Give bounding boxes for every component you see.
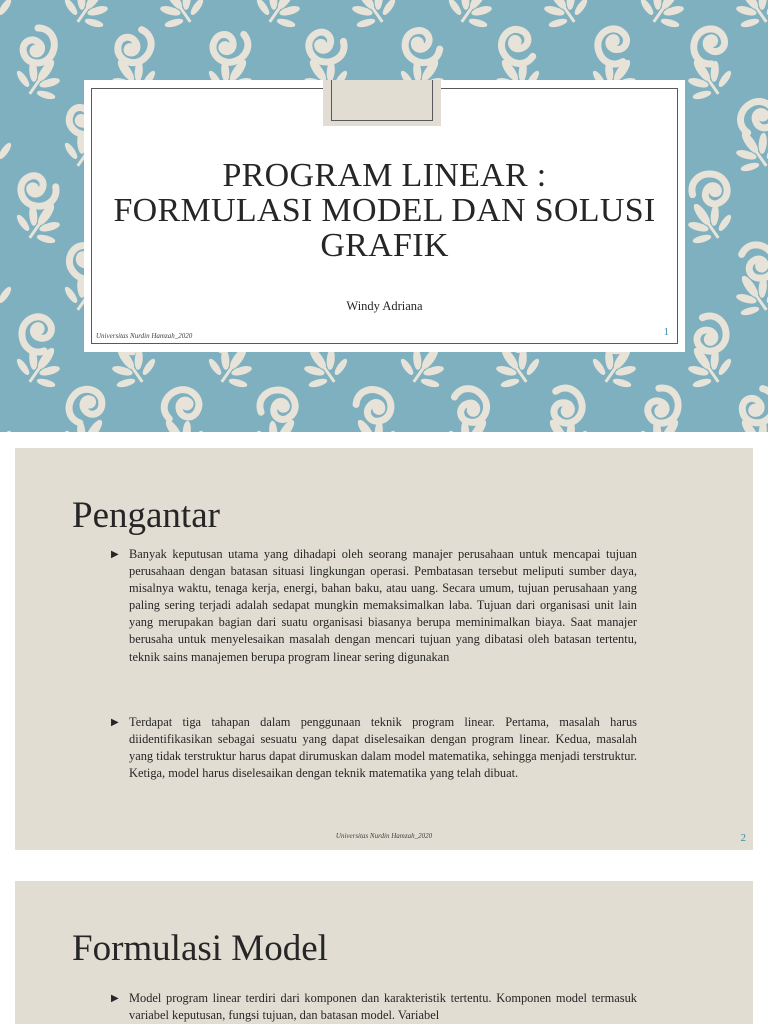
leaf-motif <box>635 0 696 35</box>
content-slide-formulasi-model <box>15 881 753 1024</box>
bullet-text: Model program linear terdiri dari komponen dan karakteristik tertentu. Komponen model termasuk variabel keputusan, fungsi tujuan, dan batasan model. Variabel <box>129 991 637 1023</box>
paisley-motif <box>447 383 493 428</box>
paisley-motif <box>692 28 726 66</box>
bullet-arrow-icon: ▶ <box>111 717 119 728</box>
leaf-motif <box>443 0 504 35</box>
content-slide-pengantar <box>15 448 753 850</box>
title-line-3: GRAFIK <box>320 227 449 264</box>
title-card-tab <box>323 80 441 126</box>
leaf-motif <box>340 0 401 35</box>
paisley-motif <box>495 24 542 70</box>
bullet-paragraph <box>111 990 637 1024</box>
slide-title: Pengantar <box>72 495 220 536</box>
leaf-motif <box>0 0 17 35</box>
leaf-motif <box>0 263 17 323</box>
paisley-motif <box>23 28 54 63</box>
paisley-motif <box>158 382 205 429</box>
leaf-motif <box>0 119 17 179</box>
leaf-motif <box>11 191 72 251</box>
paisley-motif <box>256 385 300 426</box>
presentation-title <box>104 158 665 263</box>
title-card <box>84 80 685 352</box>
leaf-motif <box>724 0 768 35</box>
leaf-motif <box>11 335 72 395</box>
paisley-motif <box>644 385 681 425</box>
slide-number: 1 <box>663 326 669 338</box>
slide-footer: Universitas Nurdin Hamzah_2020 <box>335 832 433 840</box>
paisley-motif <box>402 28 442 65</box>
slide-number: 2 <box>740 832 746 844</box>
paisley-motif <box>735 240 768 283</box>
bullet-arrow-icon: ▶ <box>111 549 119 560</box>
paisley-motif <box>688 170 730 209</box>
leaf-motif <box>251 0 312 35</box>
bullet-text: Banyak keputusan utama yang dihadapi oleh seorang manajer perusahaan untuk mencapai tujuan perusahaan dengan batasan situasi lingkungan operasi. Pembatasan tersebut meliputi sumber daya, misalnya waktu, tenaga kerja, energi, bahan baku, atau uang. Secara umum, tujuan perusahaan yang paling sering terjadi adalah sedapat mungkin memaksimalkan laba. Tujuan dari organisasi unit lain yang merupakan bagian dari suatu organisasi biasanya berupa meminimalkan biaya. Saat manajer berusaha untuk menyelesaikan masalah dengan mencari tujuan yang dibatasi oleh batasan tertentu, teknik sains manajemen berupa program linear sering digunakan <box>129 547 637 664</box>
bullet-paragraph <box>111 714 637 782</box>
bullet-paragraph <box>111 546 637 666</box>
bullet-arrow-icon: ▶ <box>111 993 119 1004</box>
slide-footer: Universitas Nurdin Hamzah_2020 <box>96 332 193 340</box>
leaf-motif <box>0 407 17 432</box>
leaf-motif <box>532 0 593 35</box>
title-card-tab-inner <box>331 80 433 121</box>
slide-title: Formulasi Model <box>72 928 328 969</box>
title-slide <box>0 0 768 432</box>
bullet-text: Terdapat tiga tahapan dalam penggunaan teknik program linear. Pertama, masalah harus diidentifikasikan sebagai sesuatu yang dapat diselesaikan dengan program linear. Kedua, masalah yang tidak terstruktur harus dapat dirumuskan dalam model matematika, sehingga menjadi terstruktur. Ketiga, model harus diselesaikan dengan teknik matematika yang telah dibuat. <box>129 715 637 781</box>
paisley-motif <box>207 23 254 69</box>
paisley-motif <box>19 172 59 209</box>
leaf-motif <box>676 47 737 107</box>
title-line-1: PROGRAM LINEAR : <box>222 157 547 194</box>
title-line-2: FORMULASI MODEL DAN SOLUSI <box>113 192 656 229</box>
leaf-motif <box>148 0 209 35</box>
leaf-motif <box>11 47 72 107</box>
author-name: Windy Adriana <box>346 299 423 313</box>
leaf-motif <box>59 0 120 35</box>
paisley-motif <box>355 388 393 422</box>
